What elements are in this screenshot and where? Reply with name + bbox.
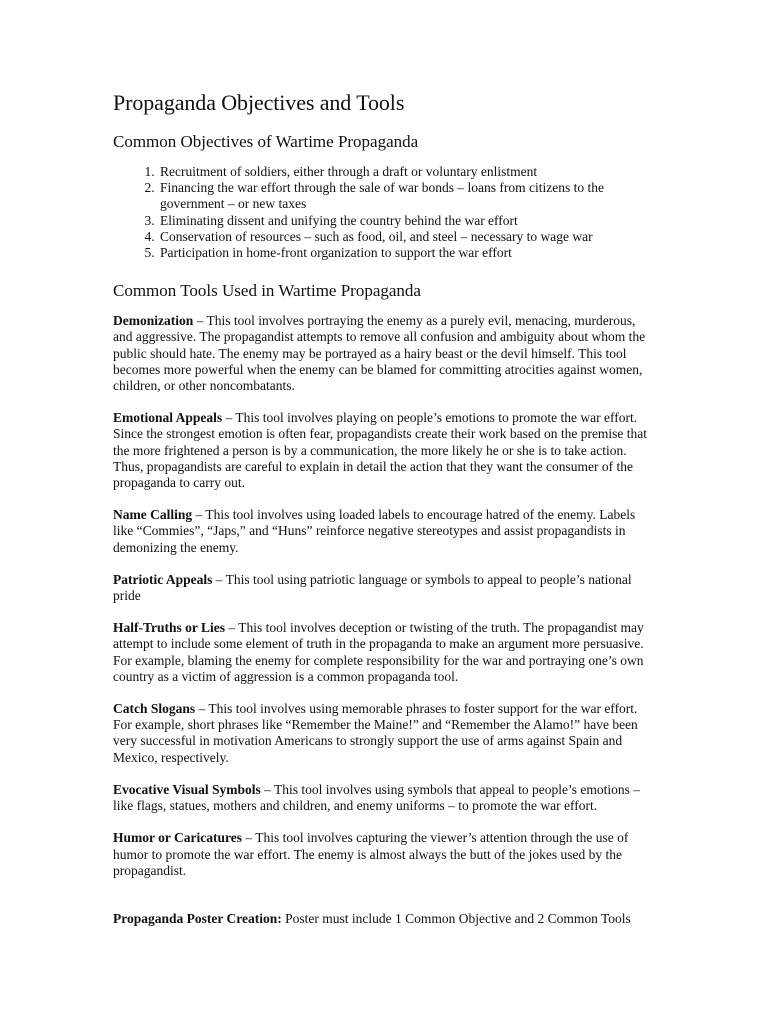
tool-evocative-visual-symbols <box>113 782 653 814</box>
list-item: 2. Financing the war effort through the sale of war bonds – loans from citizens to the government – or new taxes <box>158 180 653 212</box>
tool-name: Half-Truths or Lies <box>113 620 226 636</box>
tool-name: Patriotic Appeals <box>113 571 213 587</box>
document-page <box>113 88 653 941</box>
tools-heading: Common Tools Used in Wartime Propaganda <box>113 281 421 301</box>
tool-name: Name Calling <box>113 507 193 523</box>
tool-name: Evocative Visual Symbols <box>113 781 261 797</box>
tool-name: Emotional Appeals <box>113 410 223 426</box>
tool-name-calling <box>113 507 653 556</box>
tool-description: – This tool involves capturing the viewer’s attention through the use of humor to promote the war effort. The enemy is almost always the butt of the jokes used by the propagandist. <box>113 830 629 878</box>
tool-emotional-appeals <box>113 410 653 491</box>
objectives-heading: Common Objectives of Wartime Propaganda <box>113 132 419 151</box>
tool-patriotic-appeals <box>113 572 653 604</box>
tool-description: – This tool involves using symbols that appeal to people’s emotions – like flags, statues, mothers and children, and enemy uniforms – to promote the war effort. <box>113 781 641 814</box>
tool-description: – This tool involves playing on people’s emotions to promote the war effort. Since the strongest emotion is often fear, propagandists create their work based on the premise that the more frightened a person is by a communication, the more likely he or she is to take action. Thus, propagandists are careful to explain in detail the action that they want the consumer of the propaganda to carry out. <box>113 410 648 491</box>
list-item: 5. Participation in home-front organization to support the war effort <box>158 245 653 261</box>
poster-instructions <box>113 911 653 927</box>
poster-text: Poster must include 1 Common Objective and 2 Common Tools <box>281 910 631 926</box>
tool-description: – This tool involves deception or twisting of the truth. The propagandist may attempt to include some element of truth in the propaganda to make an argument more persuasive. For example, blaming the enemy for complete responsibility for the war and portraying one’s own country as a victim of aggression is a common propaganda tool. <box>113 620 644 684</box>
objectives-list <box>113 164 653 261</box>
page-title: Propaganda Objectives and Tools <box>113 90 405 115</box>
tool-description: – This tool involves portraying the enemy as a purely evil, menacing, murderous, and aggressive. The propagandist attempts to remove all confusion and ambiguity about whom the public should hate. The enemy may be portrayed as a hairy beast or the devil himself. This tool becomes more powerful when the enemy can be blamed for committing atrocities against women, children, or other noncombatants. <box>113 313 646 394</box>
tool-name: Humor or Caricatures <box>113 830 242 846</box>
tool-name: Catch Slogans <box>113 701 196 717</box>
tools-list <box>113 313 653 879</box>
list-item: 4. Conservation of resources – such as food, oil, and steel – necessary to wage war <box>158 229 653 245</box>
poster-label: Propaganda Poster Creation: <box>113 910 282 926</box>
tool-catch-slogans <box>113 701 653 766</box>
tool-demonization <box>113 313 653 394</box>
tool-half-truths <box>113 620 653 685</box>
tool-description: – This tool involves using loaded labels to encourage hatred of the enemy. Labels like “Commies”, “Japs,” and “Huns” reinforce negative stereotypes and assist propagandists in demonizing the enemy. <box>113 507 636 555</box>
tool-name: Demonization <box>113 313 194 329</box>
tool-description: – This tool using patriotic language or symbols to appeal to people’s national pride <box>113 571 632 604</box>
list-item: 1. Recruitment of soldiers, either through a draft or voluntary enlistment <box>158 164 653 180</box>
tool-humor-caricatures <box>113 830 653 879</box>
tool-description: – This tool involves using memorable phrases to foster support for the war effort. For example, short phrases like “Remember the Maine!” and “Remember the Alamo!” have been very successful in motivation Americans to strongly support the use of arms against Spain and Mexico, respectively. <box>113 701 638 765</box>
list-item: 3. Eliminating dissent and unifying the country behind the war effort <box>158 213 653 229</box>
